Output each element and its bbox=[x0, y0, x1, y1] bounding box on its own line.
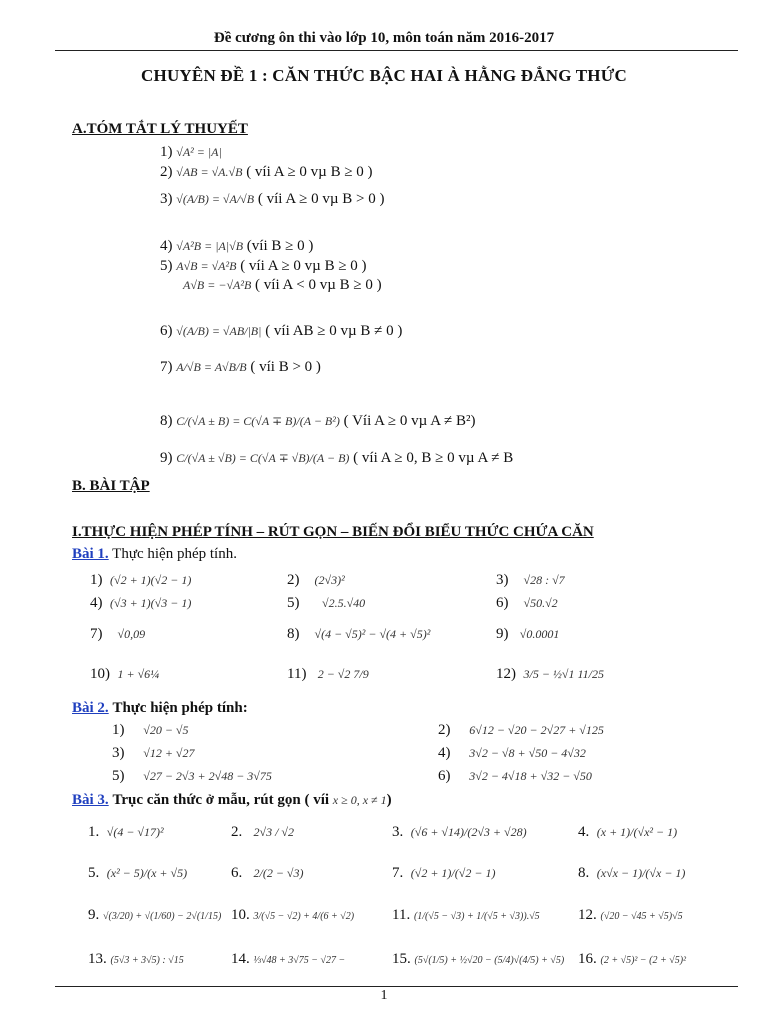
theory-formula: A√B = √A²B bbox=[176, 259, 237, 273]
exercise-2-heading: Bài 2. Thực hiện phép tính: bbox=[72, 700, 248, 716]
exercise-item: 7) √0,09 bbox=[90, 626, 146, 642]
theory-item: 6) √(A/B) = √AB/|B| ( víi AB ≥ 0 vµ B ≠ 0 ) bbox=[160, 323, 403, 339]
exercise-item: 8) √(4 − √5)² − √(4 + √5)² bbox=[287, 626, 431, 642]
theory-formula: A√B = −√A²B bbox=[183, 278, 252, 292]
exercise-item: 12. (√20 − √45 + √5)√5 bbox=[578, 907, 683, 923]
page-number: 1 bbox=[380, 988, 388, 1003]
exercise-item: 13. (5√3 + 3√5) : √15 bbox=[88, 951, 184, 967]
exercise-item: 4. (x + 1)/(√x² − 1) bbox=[578, 824, 678, 840]
theory-item: 7) A/√B = A√B/B ( víi B > 0 ) bbox=[160, 359, 321, 375]
exercise-item: 1) √20 − √5 bbox=[112, 722, 189, 738]
exercise-item: 2. 2√3 / √2 bbox=[231, 824, 295, 840]
theory-formula: √A² = |A| bbox=[176, 145, 222, 159]
theory-item: 9) C/(√A ± √B) = C(√A ∓ √B)/(A − B) ( víi A ≥ 0, B ≥ 0 vµ A ≠ B bbox=[160, 450, 514, 466]
theory-condition: ( víi B > 0 ) bbox=[250, 359, 321, 375]
theory-condition: ( víi A ≥ 0, B ≥ 0 vµ A ≠ B bbox=[353, 450, 514, 466]
exercise-3-heading: Bài 3. Trục căn thức ở mẫu, rút gọn ( víi x ≥ 0, x ≠ 1) bbox=[72, 792, 392, 808]
page-header: Đề cương ôn thi vào lớp 10, môn toán năm 2016-2017 bbox=[213, 30, 555, 46]
exercise-item: 4) (√3 + 1)(√3 − 1) bbox=[90, 595, 192, 611]
document-title: CHUYÊN ĐỀ 1 : CĂN THỨC BẬC HAI À HẰNG ĐẲNG THỨC bbox=[141, 66, 627, 85]
exercise-item: 12) 3/5 − ½√1 11/25 bbox=[496, 666, 604, 682]
exercise-item: 8. (x√x − 1)/(√x − 1) bbox=[578, 865, 686, 881]
theory-formula: A/√B = A√B/B bbox=[176, 360, 247, 374]
exercise-item: 1. √(4 − √17)² bbox=[88, 824, 164, 840]
theory-condition: (víi B ≥ 0 ) bbox=[246, 238, 314, 254]
exercise-item: 15. (5√(1/5) + ½√20 − (5/4)√(4/5) + √5) bbox=[392, 951, 565, 967]
exercise-item: 11. (1/(√5 − √3) + 1/(√5 + √3)).√5 bbox=[392, 907, 540, 923]
exercise-item: 9. √(3/20) + √(1/60) − 2√(1/15) bbox=[88, 907, 222, 923]
theory-item: 3) √(A/B) = √A/√B ( víi A ≥ 0 vµ B > 0 ) bbox=[160, 191, 385, 207]
exercise-item: 4) 3√2 − √8 + √50 − 4√32 bbox=[438, 745, 586, 761]
exercise-1-heading: Bài 1. Thực hiện phép tính. bbox=[72, 546, 237, 562]
exercise-item: 6) √50.√2 bbox=[496, 595, 558, 611]
theory-formula: C/(√A ± B) = C(√A ∓ B)/(A − B²) bbox=[176, 414, 340, 428]
theory-item bbox=[183, 277, 382, 294]
exercise-item: 9) √0.0001 bbox=[496, 626, 560, 642]
exercise-label: Bài 1. bbox=[72, 546, 109, 562]
exercise-item: 6) 3√2 − 4√18 + √32 − √50 bbox=[438, 768, 592, 784]
exercise-item: 5. (x² − 5)/(x + √5) bbox=[88, 865, 188, 881]
theory-item: 4) √A²B = |A|√B (víi B ≥ 0 ) bbox=[160, 238, 314, 254]
theory-condition: ( víi A ≥ 0 vµ B ≥ 0 ) bbox=[240, 258, 367, 274]
section-i-heading: I.THỰC HIỆN PHÉP TÍNH – RÚT GỌN – BIẾN ĐỔI BIỂU THỨC CHỨA CĂN bbox=[72, 524, 594, 540]
theory-condition: ( Víi A ≥ 0 vµ A ≠ B²) bbox=[343, 413, 476, 429]
header-divider bbox=[55, 50, 738, 51]
theory-formula: √(A/B) = √A/√B bbox=[176, 192, 255, 206]
exercise-item: 1) (√2 + 1)(√2 − 1) bbox=[90, 572, 192, 588]
theory-condition: ( víi AB ≥ 0 vµ B ≠ 0 ) bbox=[265, 323, 403, 339]
exercise-item: 6. 2/(2 − √3) bbox=[231, 865, 304, 881]
exercise-label: Bài 2. bbox=[72, 700, 109, 716]
exercise-item: 5) √27 − 2√3 + 2√48 − 3√75 bbox=[112, 768, 272, 784]
exercise-item: 5) √2.5.√40 bbox=[287, 595, 366, 611]
exercise-item: 3. (√6 + √14)/(2√3 + √28) bbox=[392, 824, 527, 840]
theory-item: 1) √A² = |A| bbox=[160, 144, 222, 160]
theory-condition: ( víi A ≥ 0 vµ B > 0 ) bbox=[257, 191, 385, 207]
exercise-item: 3) √28 : √7 bbox=[496, 572, 565, 588]
exercise-item: 7. (√2 + 1)/(√2 − 1) bbox=[392, 865, 496, 881]
theory-condition: ( víi A ≥ 0 vµ B ≥ 0 ) bbox=[246, 164, 373, 180]
exercise-item: 10. 3/(√5 − √2) + 4/(6 + √2) bbox=[231, 907, 355, 923]
theory-formula: √AB = √A.√B bbox=[176, 165, 243, 179]
exercise-label: Bài 3. bbox=[72, 792, 109, 808]
theory-item: 5) A√B = √A²B ( víi A ≥ 0 vµ B ≥ 0 ) bbox=[160, 258, 367, 274]
exercise-item: 2) 6√12 − √20 − 2√27 + √125 bbox=[438, 722, 604, 738]
section-b-heading: B. BÀI TẬP bbox=[72, 478, 150, 494]
theory-formula: √(A/B) = √AB/|B| bbox=[176, 324, 262, 338]
exercise-item: 11) 2 − √2 7/9 bbox=[287, 666, 369, 682]
theory-formula: √A²B = |A|√B bbox=[176, 239, 244, 253]
theory-condition: ( víi A < 0 vµ B ≥ 0 ) bbox=[255, 277, 382, 293]
footer-divider bbox=[55, 986, 738, 987]
theory-formula: C/(√A ± √B) = C(√A ∓ √B)/(A − B) bbox=[176, 451, 350, 465]
section-a-heading: A.TÓM TẮT LÝ THUYẾT bbox=[72, 121, 248, 137]
theory-item: 8) C/(√A ± B) = C(√A ∓ B)/(A − B²) ( Víi A ≥ 0 vµ A ≠ B²) bbox=[160, 413, 476, 429]
exercise-item: 14. ⅓√48 + 3√75 − √27 − bbox=[231, 951, 346, 967]
exercise-item: 10) 1 + √6¼ bbox=[90, 666, 160, 682]
theory-item: 2) √AB = √A.√B ( víi A ≥ 0 vµ B ≥ 0 ) bbox=[160, 164, 373, 180]
exercise-item: 2) (2√3)² bbox=[287, 572, 345, 588]
exercise-item: 16. (2 + √5)² − (2 + √5)² bbox=[578, 951, 687, 967]
exercise-item: 3) √12 + √27 bbox=[112, 745, 195, 761]
